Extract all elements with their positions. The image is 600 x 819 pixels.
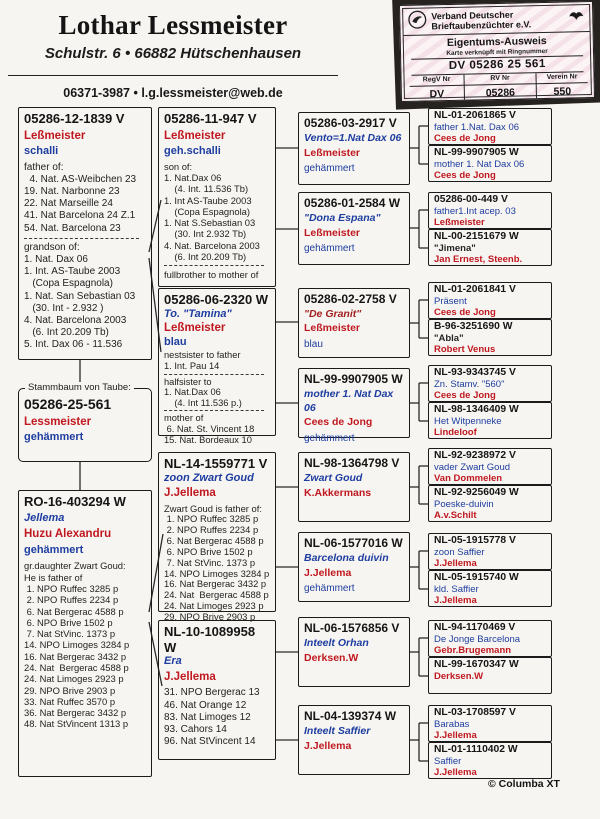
ring-number: NL-10-1089958 W — [164, 624, 256, 655]
lineage-list: 1. Nat.Dax 06 (4. Int. 11.536 Tb) 1. Int AS-Taube 2003 (Copa Espagnola) 1. Nat S.Sebastian 03 (30. Int 2.932 Tb) 4. Nat. Barcelona 2003 (6. Int 20.209 Tb) — [164, 172, 260, 262]
pigeon-name: kld. Saffier — [434, 583, 479, 595]
pedigree-box-g4-9 — [428, 448, 552, 485]
regv-label: RegV Nr — [409, 75, 463, 87]
ring-number: NL-04-139374 W — [304, 709, 397, 723]
pedigree-box-g4-6 — [428, 319, 552, 356]
pedigree-box-g2-2 — [158, 288, 276, 445]
color-desc: geh.schalli — [164, 144, 221, 157]
pigeon-name: De Jonge Barcelona — [434, 633, 521, 645]
pedigree-box-g3-7 — [298, 617, 410, 687]
vdb-logo-icon — [407, 9, 428, 34]
ring-number: 05286-02-2758 V — [304, 292, 397, 306]
ring-number: NL-14-1559771 V — [164, 456, 268, 471]
owner-address: Schulstr. 6 • 66882 Hütschenhausen — [44, 45, 302, 62]
pigeon-name: father1.Int acep. 03 — [434, 205, 516, 217]
breeder-name: Leßmeister — [164, 129, 226, 142]
ring-number: NL-99-9907905 W — [434, 147, 519, 158]
pedigree-box-g3-8 — [298, 705, 410, 775]
results-list: 1. NPO Ruffec 3285 p 2. NPO Ruffes 2234 p 6. Nat Bergerac 4588 p 6. NPO Brive 1502 p 7. Nat StVinc. 1373 p 14. NPO Limoges 3284 p 16. Nat Bergerac 3432 p 24. Nat Bergerac 4588 p 24. Nat Limoges 2923 p 29. NPO Brive 2903 p 33. Nat Ruffec 3570 p 36. Nat Bergerac 3432 p 48. Nat StVincent 1313 p — [24, 583, 130, 730]
ring-number: NL-99-1670347 W — [434, 659, 519, 670]
color-desc: gehämmert — [304, 583, 355, 595]
pedigree-box-g4-1 — [428, 108, 552, 145]
owner-contact-row — [8, 79, 338, 100]
color-desc: blau — [304, 338, 323, 350]
lineage-header: son of: — [164, 160, 193, 172]
ring-number: NL-98-1364798 V — [304, 456, 400, 470]
breeder-name: J.Jellema — [164, 670, 216, 683]
ring-number: 05286-11-947 V — [164, 111, 257, 126]
ring-number: B-96-3251690 W — [434, 321, 513, 332]
header-divider — [8, 75, 338, 76]
pedigree-box-g4-7 — [428, 365, 552, 402]
stamp-organization — [431, 9, 563, 32]
ring-number: NL-99-9907905 W — [304, 372, 403, 386]
pigeon-name: mother 1. Nat Dax 06 — [434, 158, 525, 170]
pigeon-name: Poeske-duivin — [434, 498, 494, 510]
pedigree-box-g4-8 — [428, 402, 552, 439]
pedigree-box-subject — [18, 382, 152, 462]
breeder-name: Leßmeister — [434, 217, 485, 229]
breeder-name: K.Akkermans — [304, 486, 372, 499]
ring-number: NL-05-1915778 V — [434, 535, 516, 546]
ring-number: NL-92-9256049 W — [434, 487, 519, 498]
verein-value: 550 — [536, 83, 588, 98]
pedigree-box-g4-5 — [428, 282, 552, 319]
breeder-name: J.Jellema — [434, 730, 477, 742]
pigeon-name: Het Witpenneke — [434, 415, 502, 427]
owner-header — [8, 10, 338, 62]
pigeon-name: zoon Zwart Goud — [164, 471, 254, 484]
results-header: Zwart Goud is father of: — [164, 502, 262, 514]
color-desc: gehämmert — [304, 163, 355, 175]
lineage-section-1: nestsister to father 1. Int. Pau 14 — [164, 350, 241, 372]
results-header: father of: — [24, 161, 64, 173]
pedigree-box-g4-12 — [428, 570, 552, 607]
pedigree-box-g3-5 — [298, 452, 410, 522]
breeder-name: Leßmeister — [304, 226, 361, 239]
pedigree-box-g2-3 — [158, 452, 276, 623]
breeder-name: J.Jellema — [434, 595, 477, 607]
pigeon-name: "Abla" — [434, 332, 464, 344]
pigeon-name: Präsent — [434, 295, 467, 307]
pedigree-box-g3-6 — [298, 532, 410, 602]
pigeon-name: Jellema — [24, 511, 65, 524]
ring-number: NL-93-9343745 V — [434, 367, 516, 378]
breeder-name: Van Dommelen — [434, 473, 503, 485]
ring-number: NL-92-9238972 V — [434, 450, 516, 461]
stamp-number-table — [409, 72, 585, 101]
pedigree-box-father — [18, 107, 152, 360]
ring-number: 05286-12-1839 V — [24, 111, 125, 126]
breeder-name: Gebr.Brugemann — [434, 645, 512, 657]
breeder-name: J.Jellema — [164, 487, 216, 500]
pigeon-name: Barcelona duivin — [304, 552, 389, 564]
pigeon-name: mother 1. Nat Dax 06 — [304, 388, 394, 414]
pigeon-name: "Jimena" — [434, 242, 476, 254]
pigeon-name: Saffier — [434, 755, 462, 767]
color-desc: gehämmert — [304, 432, 355, 444]
pedigree-box-mother — [18, 490, 152, 777]
results-list: 1. NPO Ruffec 3285 p 2. NPO Ruffes 2234 p 6. Nat Bergerac 4588 p 6. NPO Brive 1502 p 7. Nat StVinc. 1373 p 14. NPO Limoges 3284 p 16. Nat Bergerac 3432 p 24. Nat Bergerac 4588 p 24. Nat Limoges 2923 p 29. NPO Brive 2903 p — [164, 513, 270, 623]
software-credit: © Columba XT — [488, 778, 560, 790]
breeder-name: Leßmeister — [164, 322, 226, 335]
ring-number: NL-94-1170469 V — [434, 622, 516, 633]
color-desc: gehämmert — [24, 543, 84, 556]
breeder-name: Leßmeister — [304, 322, 361, 335]
color-desc: blau — [164, 335, 187, 348]
breeder-name: Lessmeister — [24, 415, 92, 428]
pigeon-name: "De Granit" — [304, 308, 362, 320]
breeder-name: Cees de Jong — [304, 416, 373, 429]
pigeon-name: father 1.Nat. Dax 06 — [434, 121, 520, 133]
pedigree-box-g3-2 — [298, 192, 410, 265]
stamp-ring-number: DV 05286 25 561 — [448, 57, 546, 73]
pedigree-box-g4-16 — [428, 742, 552, 779]
breeder-name: A.v.Schilt — [434, 510, 477, 522]
verein-label: Verein Nr — [535, 72, 587, 84]
breeder-name: Cees de Jong — [434, 133, 496, 145]
ring-number: 05286-25-561 — [24, 396, 112, 412]
regv-value: DV — [429, 88, 445, 101]
separator — [164, 374, 264, 375]
results-list: 4. Nat. AS-Weibchen 23 19. Nat. Narbonne 23 22. Nat Marseille 24 41. Nat Barcelona 24 Z.1 54. Nat. Barcelona 23 — [24, 173, 137, 234]
color-desc: schalli — [24, 144, 59, 157]
breeder-name: J.Jellema — [304, 739, 352, 752]
breeder-name: Cees de Jong — [434, 170, 496, 182]
ring-number: NL-06-1577016 W — [304, 536, 403, 550]
subject-label: Stammbaum von Taube: — [25, 382, 134, 393]
breeder-name: Huzu Alexandru — [24, 528, 112, 541]
pigeon-name: "Dona Espana" — [304, 212, 381, 224]
breeder-name: J.Jellema — [304, 566, 352, 579]
pedigree-box-g4-2 — [428, 145, 552, 182]
club-emblem-icon — [567, 9, 585, 28]
lineage-header: grandson of: — [24, 241, 80, 253]
lineage-note: fullbrother to mother of — [164, 269, 259, 281]
ring-number: 05286-01-2584 W — [304, 196, 401, 210]
ring-number: NL-00-2151679 W — [434, 231, 519, 242]
pigeon-name: Era — [164, 655, 182, 668]
pedigree-box-g3-1 — [298, 112, 410, 185]
lineage-section-2: halfsister to 1. Nat.Dax 06 (4. Int 11.536 p.) — [164, 376, 242, 408]
color-desc: gehämmert — [24, 431, 84, 444]
pedigree-box-g4-4 — [428, 229, 552, 266]
pigeon-name: Inteelt Saffier — [304, 725, 371, 737]
color-desc: gehämmert — [304, 243, 355, 255]
ring-number: NL-03-1708597 V — [434, 707, 516, 718]
ring-number: RO-16-403294 W — [24, 494, 126, 509]
pigeon-name: Inteelt Orhan — [304, 637, 369, 649]
pigeon-name: Barabas — [434, 718, 470, 730]
breeder-name: Cees de Jong — [434, 307, 496, 319]
pedigree-box-g4-3 — [428, 192, 552, 229]
stamp-subtitle: Karte verknüpft mit Ringnummer — [446, 47, 548, 58]
separator — [164, 265, 264, 266]
owner-name-title: Lothar Lessmeister — [58, 10, 288, 40]
stamp-org-line1: Verband Deutscher — [431, 9, 514, 22]
ownership-card-inner — [402, 4, 592, 99]
breeder-name: Robert Venus — [434, 344, 496, 356]
separator — [164, 410, 264, 411]
breeder-name: Leßmeister — [24, 129, 86, 142]
pedigree-box-g4-10 — [428, 485, 552, 522]
results-list: 31. NPO Bergerac 13 46. Nat Orange 12 83. Nat Limoges 12 93. Cahors 14 96. Nat StVincent 14 — [164, 687, 260, 748]
breeder-name: Derksen.W — [434, 670, 484, 682]
pigeon-name: vader Zwart Goud — [434, 461, 511, 473]
breeder-name: Cees de Jong — [434, 390, 496, 402]
breeder-name: Leßmeister — [304, 146, 361, 159]
ring-number: NL-01-2061841 V — [434, 284, 516, 295]
results-header: He is father of — [24, 571, 83, 583]
ownership-card — [399, 1, 595, 102]
pedigree-box-g2-1 — [158, 107, 276, 287]
stamp-title: Eigentums-Ausweis — [446, 34, 547, 50]
breeder-name: J.Jellema — [434, 558, 477, 570]
ring-number: NL-01-2061865 V — [434, 110, 516, 121]
breeder-name: Jan Ernest, Steenb. — [434, 254, 523, 266]
breeder-name: Lindeloof — [434, 427, 477, 439]
breeder-name: Derksen.W — [304, 651, 359, 664]
lineage-note: gr.daughter Zwart Goud: — [24, 560, 126, 572]
pedigree-box-g4-11 — [428, 533, 552, 570]
lineage-section-3: mother of 6. Nat. St. Vincent 18 15. Nat. Bordeaux 10 — [164, 413, 255, 445]
ring-number: NL-98-1346409 W — [434, 404, 519, 415]
ring-number: NL-05-1915740 W — [434, 572, 519, 583]
ring-number: 05286-00-449 V — [434, 194, 508, 205]
owner-contact: 06371-3987 • l.g.lessmeister@web.de — [63, 86, 283, 100]
separator — [24, 238, 139, 239]
ring-number: 05286-03-2917 V — [304, 116, 397, 130]
stamp-org-line2: Brieftaubenzüchter e.V. — [431, 19, 532, 32]
ring-number: 05286-06-2320 W — [164, 292, 269, 307]
pigeon-name: Zn. Stamv. "560" — [434, 378, 505, 390]
ring-number: NL-06-1576856 V — [304, 621, 400, 635]
pedigree-box-g3-3 — [298, 288, 410, 358]
pedigree-box-g4-15 — [428, 705, 552, 742]
rv-value: 05286 — [464, 84, 536, 100]
pedigree-box-g3-4 — [298, 368, 410, 444]
pedigree-box-g4-13 — [428, 620, 552, 657]
pedigree-box-g4-14 — [428, 657, 552, 694]
pigeon-name: Vento=1.Nat Dax 06 — [304, 132, 402, 144]
pigeon-name: zoon Saffier — [434, 546, 485, 558]
lineage-list: 1. Nat. Dax 06 1. Int. AS-Taube 2003 (Copa Espagnola) 1. Nat. San Sebastian 03 (30. Int - 2.932 ) 4. Nat. Barcelona 2003 (6. Int 20.209 Tb) 5. Int. Dax 06 - 11.536 — [24, 254, 136, 351]
ring-number: NL-01-1110402 W — [434, 744, 518, 755]
breeder-name: J.Jellema — [434, 767, 477, 779]
stamp-header-row — [403, 5, 590, 36]
rv-label: RV Nr — [463, 73, 535, 86]
pigeon-name: Zwart Goud — [304, 472, 363, 484]
pedigree-box-g2-4 — [158, 620, 276, 760]
pigeon-name: To. "Tamina" — [164, 307, 232, 320]
